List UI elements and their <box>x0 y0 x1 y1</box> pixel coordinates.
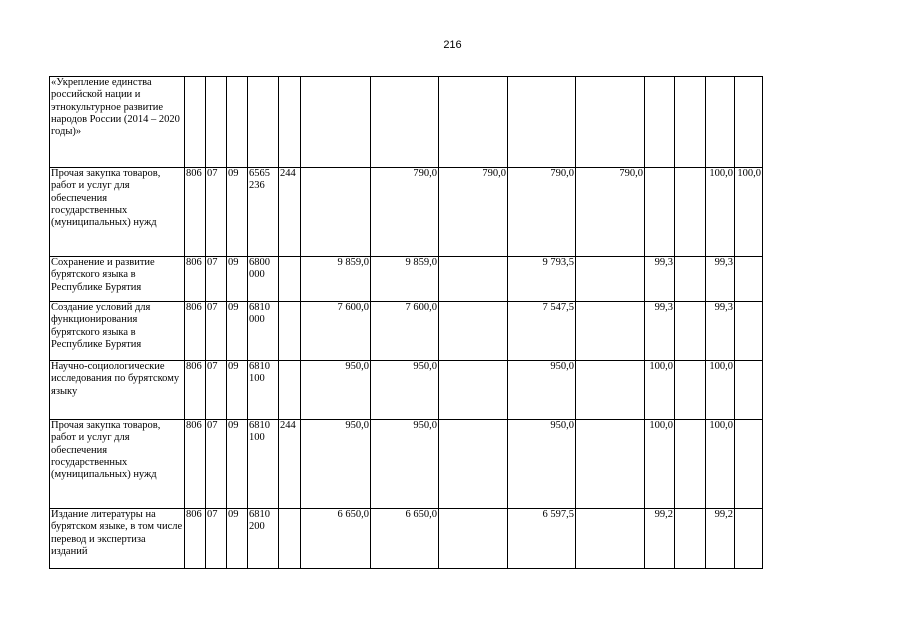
value-cell <box>576 302 645 361</box>
value-cell <box>301 168 371 257</box>
value-cell: 6 650,0 <box>301 509 371 569</box>
value-cell <box>439 257 508 302</box>
table-row <box>50 257 763 302</box>
value-cell: 99,2 <box>706 509 735 569</box>
expense-type-code <box>279 257 301 302</box>
value-cell <box>735 257 763 302</box>
value-cell <box>576 361 645 420</box>
value-cell <box>735 361 763 420</box>
subsection-code: 09 <box>227 168 248 257</box>
value-cell: 950,0 <box>301 361 371 420</box>
value-cell: 100,0 <box>645 420 675 509</box>
value-cell: 9 859,0 <box>371 257 439 302</box>
section-code <box>206 77 227 168</box>
row-name: Создание условий для функционирования бурятского языка в Республике Бурятия <box>50 302 185 361</box>
row-name: Прочая закупка товаров, работ и услуг для обеспечения государственных (муниципальных) нужд <box>50 420 185 509</box>
value-cell <box>675 302 706 361</box>
value-cell <box>735 420 763 509</box>
value-cell: 99,2 <box>645 509 675 569</box>
expense-type-code <box>279 361 301 420</box>
expense-type-code <box>279 509 301 569</box>
value-cell: 100,0 <box>706 168 735 257</box>
row-name: Сохранение и развитие бурятского языка в Республике Бурятия <box>50 257 185 302</box>
value-cell: 790,0 <box>371 168 439 257</box>
value-cell: 6 597,5 <box>508 509 576 569</box>
ministry-code: 806 <box>185 168 206 257</box>
value-cell: 950,0 <box>508 420 576 509</box>
section-code: 07 <box>206 420 227 509</box>
value-cell <box>675 257 706 302</box>
value-cell: 790,0 <box>508 168 576 257</box>
value-cell: 100,0 <box>645 361 675 420</box>
ministry-code: 806 <box>185 420 206 509</box>
value-cell <box>576 420 645 509</box>
table-row <box>50 302 763 361</box>
target-code: 6800 000 <box>248 257 279 302</box>
value-cell <box>735 77 763 168</box>
target-code: 6565 236 <box>248 168 279 257</box>
value-cell <box>439 420 508 509</box>
table-row <box>50 77 763 168</box>
subsection-code: 09 <box>227 302 248 361</box>
value-cell <box>439 361 508 420</box>
ministry-code <box>185 77 206 168</box>
value-cell <box>675 420 706 509</box>
target-code: 6810 000 <box>248 302 279 361</box>
target-code: 6810 100 <box>248 420 279 509</box>
value-cell <box>675 509 706 569</box>
target-code: 6810 200 <box>248 509 279 569</box>
value-cell <box>508 77 576 168</box>
target-code: 6810 100 <box>248 361 279 420</box>
value-cell: 790,0 <box>439 168 508 257</box>
value-cell <box>675 77 706 168</box>
expense-type-code: 244 <box>279 420 301 509</box>
value-cell: 99,3 <box>645 257 675 302</box>
value-cell: 7 600,0 <box>371 302 439 361</box>
ministry-code: 806 <box>185 361 206 420</box>
budget-table-body <box>50 77 763 569</box>
subsection-code: 09 <box>227 361 248 420</box>
target-code <box>248 77 279 168</box>
page-number: 216 <box>443 39 462 51</box>
value-cell <box>706 77 735 168</box>
section-code: 07 <box>206 361 227 420</box>
value-cell <box>675 168 706 257</box>
value-cell: 950,0 <box>508 361 576 420</box>
budget-table <box>49 76 763 569</box>
value-cell: 99,3 <box>645 302 675 361</box>
value-cell <box>439 302 508 361</box>
value-cell: 7 600,0 <box>301 302 371 361</box>
value-cell: 99,3 <box>706 257 735 302</box>
value-cell: 100,0 <box>706 420 735 509</box>
value-cell: 950,0 <box>371 420 439 509</box>
value-cell <box>439 509 508 569</box>
subsection-code: 09 <box>227 420 248 509</box>
section-code: 07 <box>206 257 227 302</box>
expense-type-code <box>279 302 301 361</box>
subsection-code <box>227 77 248 168</box>
value-cell: 6 650,0 <box>371 509 439 569</box>
section-code: 07 <box>206 509 227 569</box>
value-cell: 7 547,5 <box>508 302 576 361</box>
section-code: 07 <box>206 168 227 257</box>
value-cell: 790,0 <box>576 168 645 257</box>
value-cell: 99,3 <box>706 302 735 361</box>
value-cell <box>735 509 763 569</box>
row-name: «Укрепление единства российской нации и этнокультурное развитие народов России (2014 – 2020 годы)» <box>50 77 185 168</box>
value-cell <box>371 77 439 168</box>
value-cell <box>439 77 508 168</box>
value-cell <box>735 302 763 361</box>
value-cell <box>675 361 706 420</box>
value-cell: 9 793,5 <box>508 257 576 302</box>
ministry-code: 806 <box>185 302 206 361</box>
value-cell <box>645 77 675 168</box>
subsection-code: 09 <box>227 509 248 569</box>
value-cell <box>645 168 675 257</box>
table-row <box>50 420 763 509</box>
table-row <box>50 361 763 420</box>
expense-type-code: 244 <box>279 168 301 257</box>
value-cell <box>301 77 371 168</box>
table-row <box>50 509 763 569</box>
value-cell: 100,0 <box>706 361 735 420</box>
row-name: Научно-социологические исследования по бурятскому языку <box>50 361 185 420</box>
value-cell: 9 859,0 <box>301 257 371 302</box>
section-code: 07 <box>206 302 227 361</box>
value-cell <box>576 509 645 569</box>
ministry-code: 806 <box>185 509 206 569</box>
value-cell: 100,0 <box>735 168 763 257</box>
table-row <box>50 168 763 257</box>
subsection-code: 09 <box>227 257 248 302</box>
value-cell: 950,0 <box>371 361 439 420</box>
row-name: Издание литературы на бурятском языке, в том числе перевод и экспертиза изданий <box>50 509 185 569</box>
value-cell <box>576 257 645 302</box>
value-cell <box>576 77 645 168</box>
expense-type-code <box>279 77 301 168</box>
value-cell: 950,0 <box>301 420 371 509</box>
ministry-code: 806 <box>185 257 206 302</box>
row-name: Прочая закупка товаров, работ и услуг для обеспечения государственных (муниципальных) нужд <box>50 168 185 257</box>
